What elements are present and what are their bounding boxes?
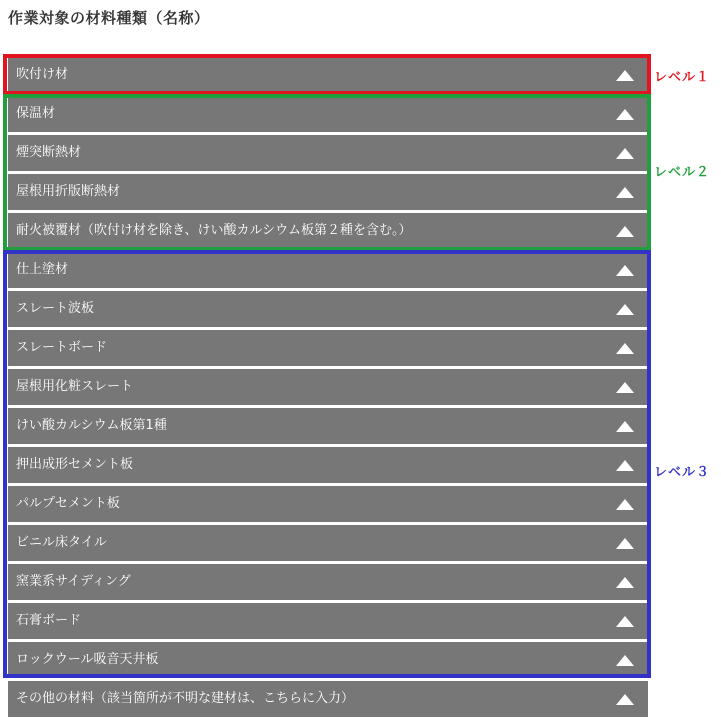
material-item-vinyl-floor-tile[interactable] bbox=[8, 525, 648, 561]
level1-label: レベル１ bbox=[654, 70, 711, 85]
chevron-up-icon bbox=[616, 109, 634, 120]
material-item-calcium-silicate-type1[interactable] bbox=[8, 408, 648, 444]
chevron-up-icon bbox=[616, 460, 634, 471]
material-item-gypsum-board[interactable] bbox=[8, 603, 648, 639]
material-item-roof-decorative-slate[interactable] bbox=[8, 369, 648, 405]
material-item-label: けい酸カルシウム板第1種 bbox=[16, 418, 167, 433]
material-item-label: ビニル床タイル bbox=[16, 535, 107, 550]
material-item-label: 屋根用化粧スレート bbox=[16, 379, 134, 394]
material-item-label: スレートボード bbox=[16, 340, 108, 355]
chevron-up-icon bbox=[616, 655, 634, 666]
chevron-up-icon bbox=[616, 577, 634, 588]
chevron-up-icon bbox=[616, 343, 634, 354]
material-item-chimney-insulation[interactable] bbox=[8, 135, 648, 171]
chevron-up-icon bbox=[616, 304, 634, 315]
material-item-label: ロックウール吸音天井板 bbox=[16, 652, 159, 667]
chevron-up-icon bbox=[616, 694, 634, 705]
material-item-label: 耐火被覆材（吹付け材を除き、けい酸カルシウム板第２種を含む。） bbox=[16, 223, 412, 238]
material-item-insulation[interactable] bbox=[8, 96, 648, 132]
material-item-slate-board[interactable] bbox=[8, 330, 648, 366]
material-item-pulp-cement-board[interactable] bbox=[8, 486, 648, 522]
chevron-up-icon bbox=[616, 148, 634, 159]
material-item-rockwool-ceiling[interactable] bbox=[8, 642, 648, 678]
material-item-roof-folded-plate-insulation[interactable] bbox=[8, 174, 648, 210]
material-item-label: 煙突断熱材 bbox=[16, 145, 82, 160]
material-item-label: 保温材 bbox=[16, 106, 56, 121]
chevron-up-icon bbox=[616, 187, 634, 198]
material-item-fireproof-coating[interactable] bbox=[8, 213, 648, 249]
material-item-finish-coating[interactable] bbox=[8, 252, 648, 288]
material-item-spray[interactable] bbox=[8, 57, 648, 93]
level3-label: レベル３ bbox=[654, 465, 711, 480]
chevron-up-icon bbox=[616, 265, 634, 276]
page-title: 作業対象の材料種類（名称） bbox=[8, 9, 210, 27]
chevron-up-icon bbox=[616, 499, 634, 510]
material-item-ceramic-siding[interactable] bbox=[8, 564, 648, 600]
material-item-extruded-cement-board[interactable] bbox=[8, 447, 648, 483]
chevron-up-icon bbox=[616, 70, 634, 81]
chevron-up-icon bbox=[616, 616, 634, 627]
material-item-other[interactable] bbox=[8, 681, 648, 717]
chevron-up-icon bbox=[616, 421, 634, 432]
material-item-label: 吹付け材 bbox=[16, 67, 69, 82]
chevron-up-icon bbox=[616, 538, 634, 549]
material-item-label: 屋根用折版断熱材 bbox=[16, 184, 121, 199]
material-item-slate-corrugated[interactable] bbox=[8, 291, 648, 327]
material-item-label: 石膏ボード bbox=[16, 613, 82, 628]
chevron-up-icon bbox=[616, 382, 634, 393]
material-item-label: 窯業系サイディング bbox=[16, 574, 131, 589]
material-item-label: 仕上塗材 bbox=[16, 262, 69, 277]
material-item-label: スレート波板 bbox=[16, 301, 95, 316]
level2-label: レベル２ bbox=[654, 165, 711, 180]
material-item-label: その他の材料（該当箇所が不明な建材は、こちらに入力） bbox=[16, 691, 355, 706]
material-item-label: 押出成形セメント板 bbox=[16, 457, 134, 472]
chevron-up-icon bbox=[616, 226, 634, 237]
material-item-label: パルプセメント板 bbox=[16, 496, 120, 511]
